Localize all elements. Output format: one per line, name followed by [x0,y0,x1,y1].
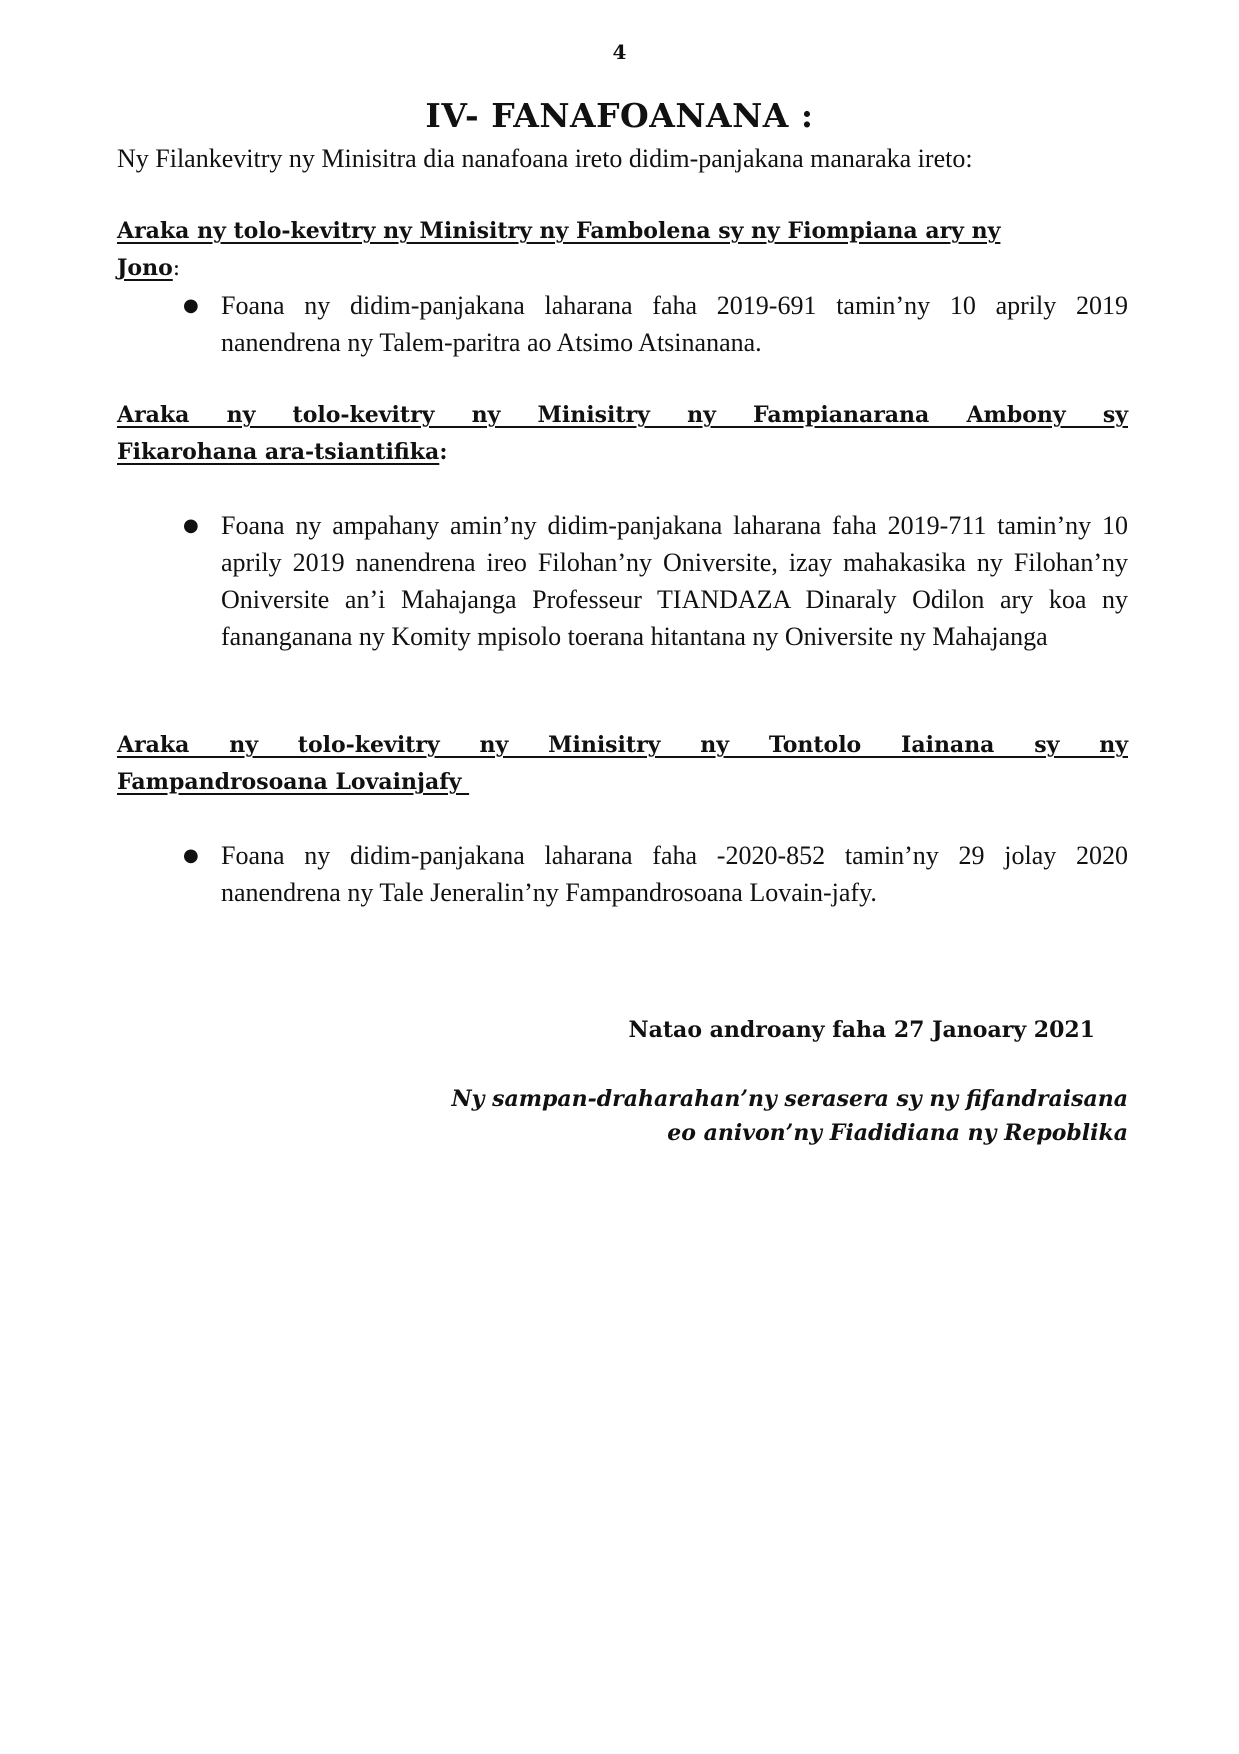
heading-line2: Jono [117,255,173,281]
bullet-dot-icon: ● [183,515,199,536]
heading-line2: Fampandrosoana Lovainjafy [117,769,470,795]
signature-line2: eo anivon’ny Fiadidiana ny Repoblika [667,1120,1128,1146]
heading-line2: Fikarohana ara-tsiantifika [117,439,440,465]
heading-line1: Araka ny tolo-kevitry ny Minisitry ny Fampianarana Ambony sy [117,402,1128,428]
list-item-text: Foana ny ampahany amin’ny didim-panjakana laharana faha 2019-711 tamin’ny 10 aprily 2019 nanendrena ireo Filohan’ny Oniversite, izay mahakasika ny Filohan’ny Oniversite an’i Mahajanga Professeur TIANDAZA Dinaraly Odilon ary koa ny fananganana ny Komity mpisolo toerana hitantana ny Oniversite ny Mahajanga [221,511,1128,651]
list-item [183,837,1128,911]
page-number: 4 [612,40,627,64]
list-item [183,507,1128,655]
heading-line1: Araka ny tolo-kevitry ny Minisitry ny Tontolo Iainana sy ny [117,732,1128,758]
list-item-text: Foana ny didim-panjakana laharana faha -2020-852 tamin’ny 29 jolay 2020 nanendrena ny Tale Jeneralin’ny Fampandrosoana Lovain-jafy. [221,841,1128,907]
list-item [183,287,1128,361]
date-line: Natao androany faha 27 Janoary 2021 [628,1017,1095,1043]
heading-suffix: : [172,256,181,281]
heading-line1: Araka ny tolo-kevitry ny Minisitry ny Fambolena sy ny Fiompiana ary ny [117,218,1001,244]
heading-suffix: : [439,439,448,465]
list-item-text: Foana ny didim-panjakana laharana faha 2019-691 tamin’ny 10 aprily 2019 nanendrena ny Talem-paritra ao Atsimo Atsinanana. [221,291,1128,357]
bullet-dot-icon: ● [183,295,199,316]
signature-block [300,1082,1128,1150]
intro-paragraph: Ny Filankevitry ny Minisitra dia nanafoana ireto didim-panjakana manaraka ireto: [117,144,973,173]
section-heading-environment [117,727,1128,801]
section-heading-agriculture [117,213,1128,287]
section-title: IV- FANAFOANANA : [425,96,814,135]
signature-line1: Ny sampan-draharahan’ny serasera sy ny fifandraisana [451,1086,1128,1112]
section-heading-higher-education [117,397,1128,471]
bullet-dot-icon: ● [183,845,199,866]
